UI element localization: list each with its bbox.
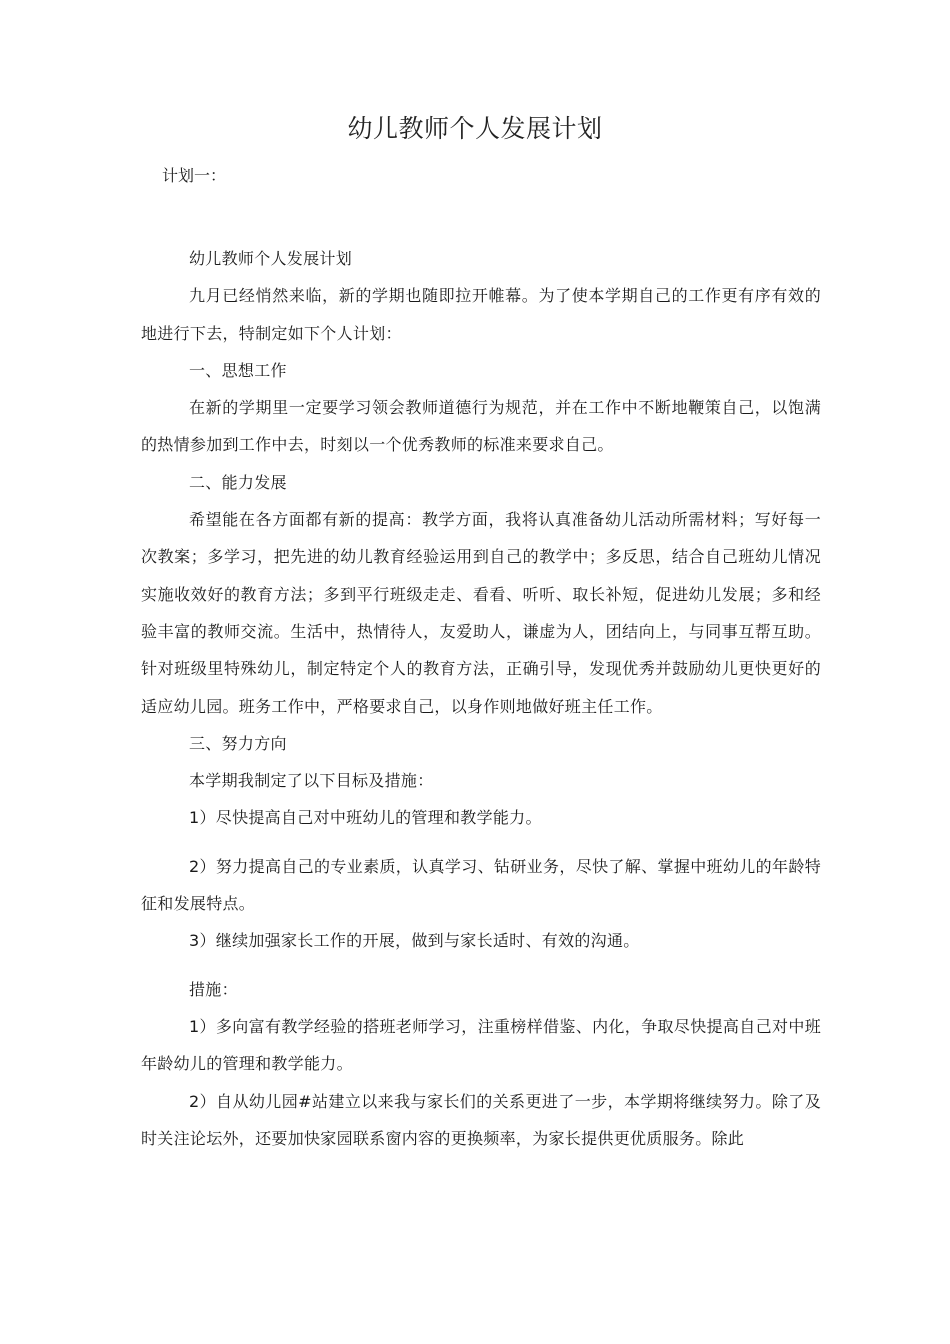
paragraph-ability: 希望能在各方面都有新的提高：教学方面，我将认真准备幼儿活动所需材料；写好每一次教案；多学习，把先进的幼儿教育经验运用到自己的教学中；多反思，结合自己班幼儿情况实施收效好的教育方法；多到平行班级走走、看看、听听、取长补短，促进幼儿发展；多和经验丰富的教师交流。生活中，热情待人，友爱助人，谦虚为人，团结向上，与同事互帮互助。针对班级里特殊幼儿，制定特定个人的教育方法，正确引导，发现优秀并鼓励幼儿更快更好的适应幼儿园。班务工作中，严格要求自己，以身作则地做好班主任工作。 <box>141 510 821 716</box>
measure-item-1: 1）多向富有教学经验的搭班老师学习，注重榜样借鉴、内化，争取尽快提高自己对中班年龄幼儿的管理和教学能力。 <box>141 1016 821 1074</box>
paragraph-goals-intro: 本学期我制定了以下目标及措施： <box>189 771 434 791</box>
section-heading-thought: 一、思想工作 <box>189 360 287 380</box>
document-title: 幼儿教师个人发展计划 <box>347 114 603 143</box>
goal-item-1: 1）尽快提高自己对中班幼儿的管理和教学能力。 <box>189 808 542 828</box>
goal-item-3: 3）继续加强家长工作的开展，做到与家长适时、有效的沟通。 <box>189 931 640 951</box>
goal-item-2: 2）努力提高自己的专业素质，认真学习、钻研业务，尽快了解、掌握中班幼儿的年龄特征和发展特点。 <box>141 856 821 914</box>
measure-item-2: 2）自从幼儿园#站建立以来我与家长们的关系更进了一步，本学期将继续努力。除了及时关注论坛外，还要加快家园联系窗内容的更换频率，为家长提供更优质服务。除此 <box>141 1091 821 1148</box>
paragraph-heading: 幼儿教师个人发展计划 <box>189 249 353 268</box>
paragraph-thought: 在新的学期里一定要学习领会教师道德行为规范，并在工作中不断地鞭策自己，以饱满的热情参加到工作中去，时刻以一个优秀教师的标准来要求自己。 <box>141 398 821 455</box>
paragraph-intro: 九月已经悄然来临，新的学期也随即拉开帷幕。为了使本学期自己的工作更有序有效的地进行下去，特制定如下个人计划： <box>141 286 821 343</box>
section-heading-direction: 三、努力方向 <box>189 733 287 753</box>
section-heading-ability: 二、能力发展 <box>189 472 287 492</box>
measures-heading: 措施： <box>189 979 238 999</box>
plan-label: 计划一： <box>162 166 227 185</box>
document-body <box>141 240 821 1157</box>
